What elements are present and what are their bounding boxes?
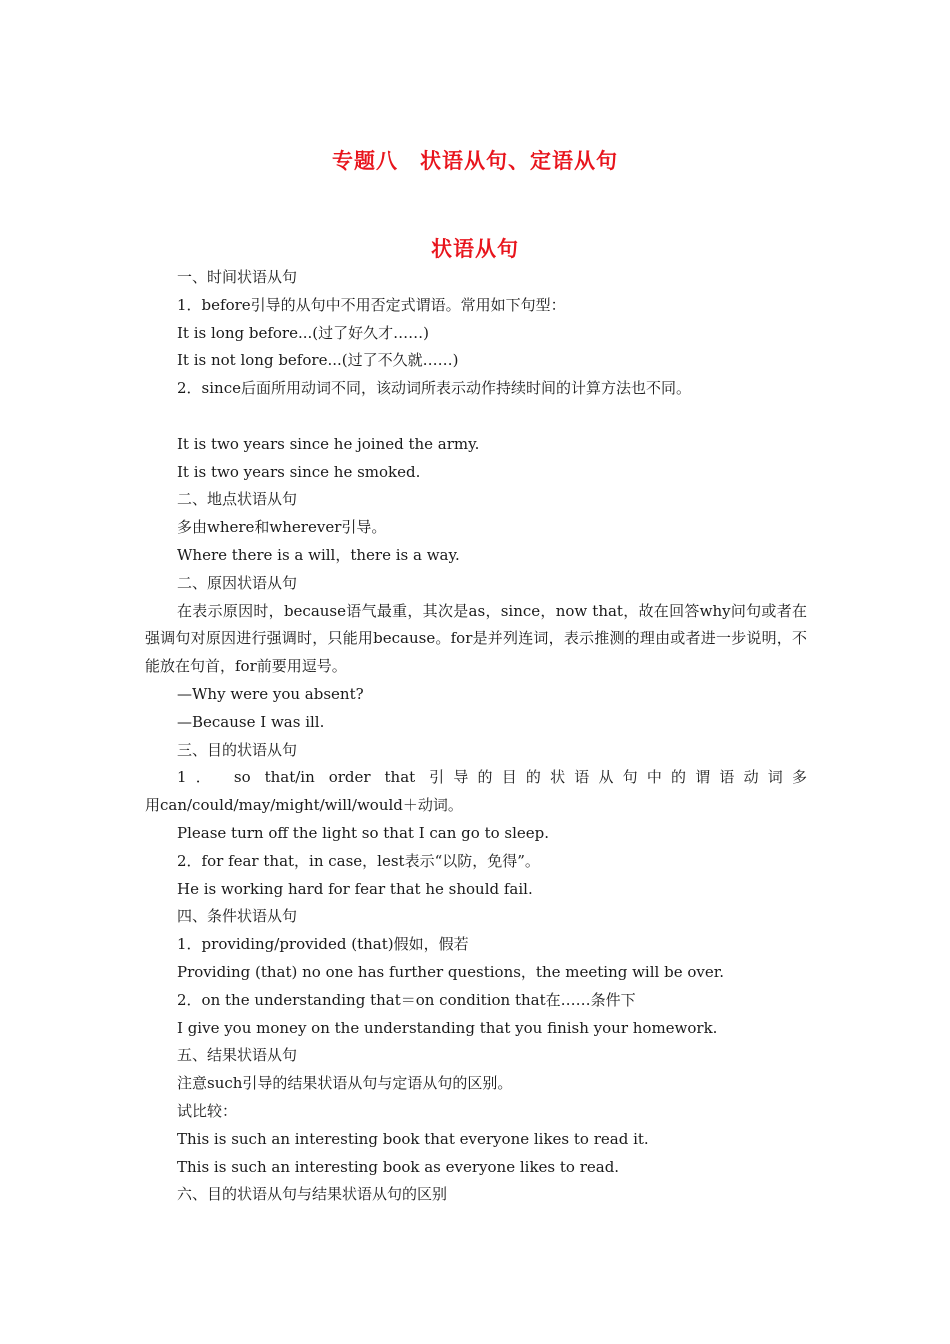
section-heading: 状语从句	[431, 237, 519, 261]
text-line: 2．since后面所用动词不同，该动词所表示动作持续时间的计算方法也不同。	[177, 379, 691, 398]
purpose-paragraph-line2: 用can/could/may/might/will/would＋动词。	[145, 796, 463, 815]
example-line: This is such an interesting book that everyone likes to read it.	[177, 1129, 649, 1148]
text-line: 多由where和wherever引导。	[177, 518, 387, 537]
heading-result-clause: 五、结果状语从句	[177, 1046, 298, 1065]
text-line: 2．on the understanding that＝on condition that在……条件下	[177, 990, 636, 1009]
heading-place-clause: 二、地点状语从句	[177, 490, 298, 509]
example-line: It is not long before...(过了不久就……)	[177, 351, 459, 370]
example-line: I give you money on the understanding that you finish your homework.	[177, 1018, 718, 1037]
heading-reason-clause: 二、原因状语从句	[177, 573, 298, 592]
example-line: Where there is a will，there is a way.	[177, 545, 460, 564]
text-line: 1．before引导的从句中不用否定式谓语。常用如下句型：	[177, 295, 566, 314]
reason-paragraph: 在表示原因时，because语气最重，其次是as，since，now that，故在回答why问句或者在强调句对原因进行强调时，只能用because。for是并列连词，表示推测的理由或者进一步说明，不能放在句首，for前要用逗号。	[145, 601, 807, 676]
document-title: 专题八 状语从句、定语从句	[332, 149, 618, 173]
document-body	[145, 264, 807, 1209]
blank-line	[145, 403, 807, 431]
example-line: Providing (that) no one has further questions，the meeting will be over.	[177, 962, 725, 981]
heading-time-clause: 一、时间状语从句	[177, 268, 298, 286]
heading-purpose-vs-result: 六、目的状语从句与结果状语从句的区别	[177, 1185, 448, 1204]
heading-condition-clause: 四、条件状语从句	[177, 907, 298, 926]
example-line: It is two years since he smoked.	[177, 462, 421, 481]
dialogue-line: —Why were you absent?	[177, 684, 364, 703]
text-line: 1．providing/provided (that)假如，假若	[177, 935, 469, 954]
text-line: 试比较：	[177, 1101, 238, 1120]
example-line: He is working hard for fear that he should fail.	[177, 879, 533, 898]
example-line: It is long before...(过了好久才……)	[177, 323, 429, 342]
dialogue-line: —Because I was ill.	[177, 712, 325, 731]
example-line: It is two years since he joined the army.	[177, 434, 480, 453]
purpose-paragraph-line1: 1． so that/in order that 引导的目的状语从句中的谓语动词多	[177, 768, 807, 787]
text-line: 2．for fear that，in case，lest表示“以防，免得”。	[177, 851, 540, 870]
text-line: 注意such引导的结果状语从句与定语从句的区别。	[177, 1074, 513, 1093]
example-line: This is such an interesting book as everyone likes to read.	[177, 1157, 620, 1176]
example-line: Please turn off the light so that I can go to sleep.	[177, 823, 550, 842]
heading-purpose-clause: 三、目的状语从句	[177, 740, 298, 759]
